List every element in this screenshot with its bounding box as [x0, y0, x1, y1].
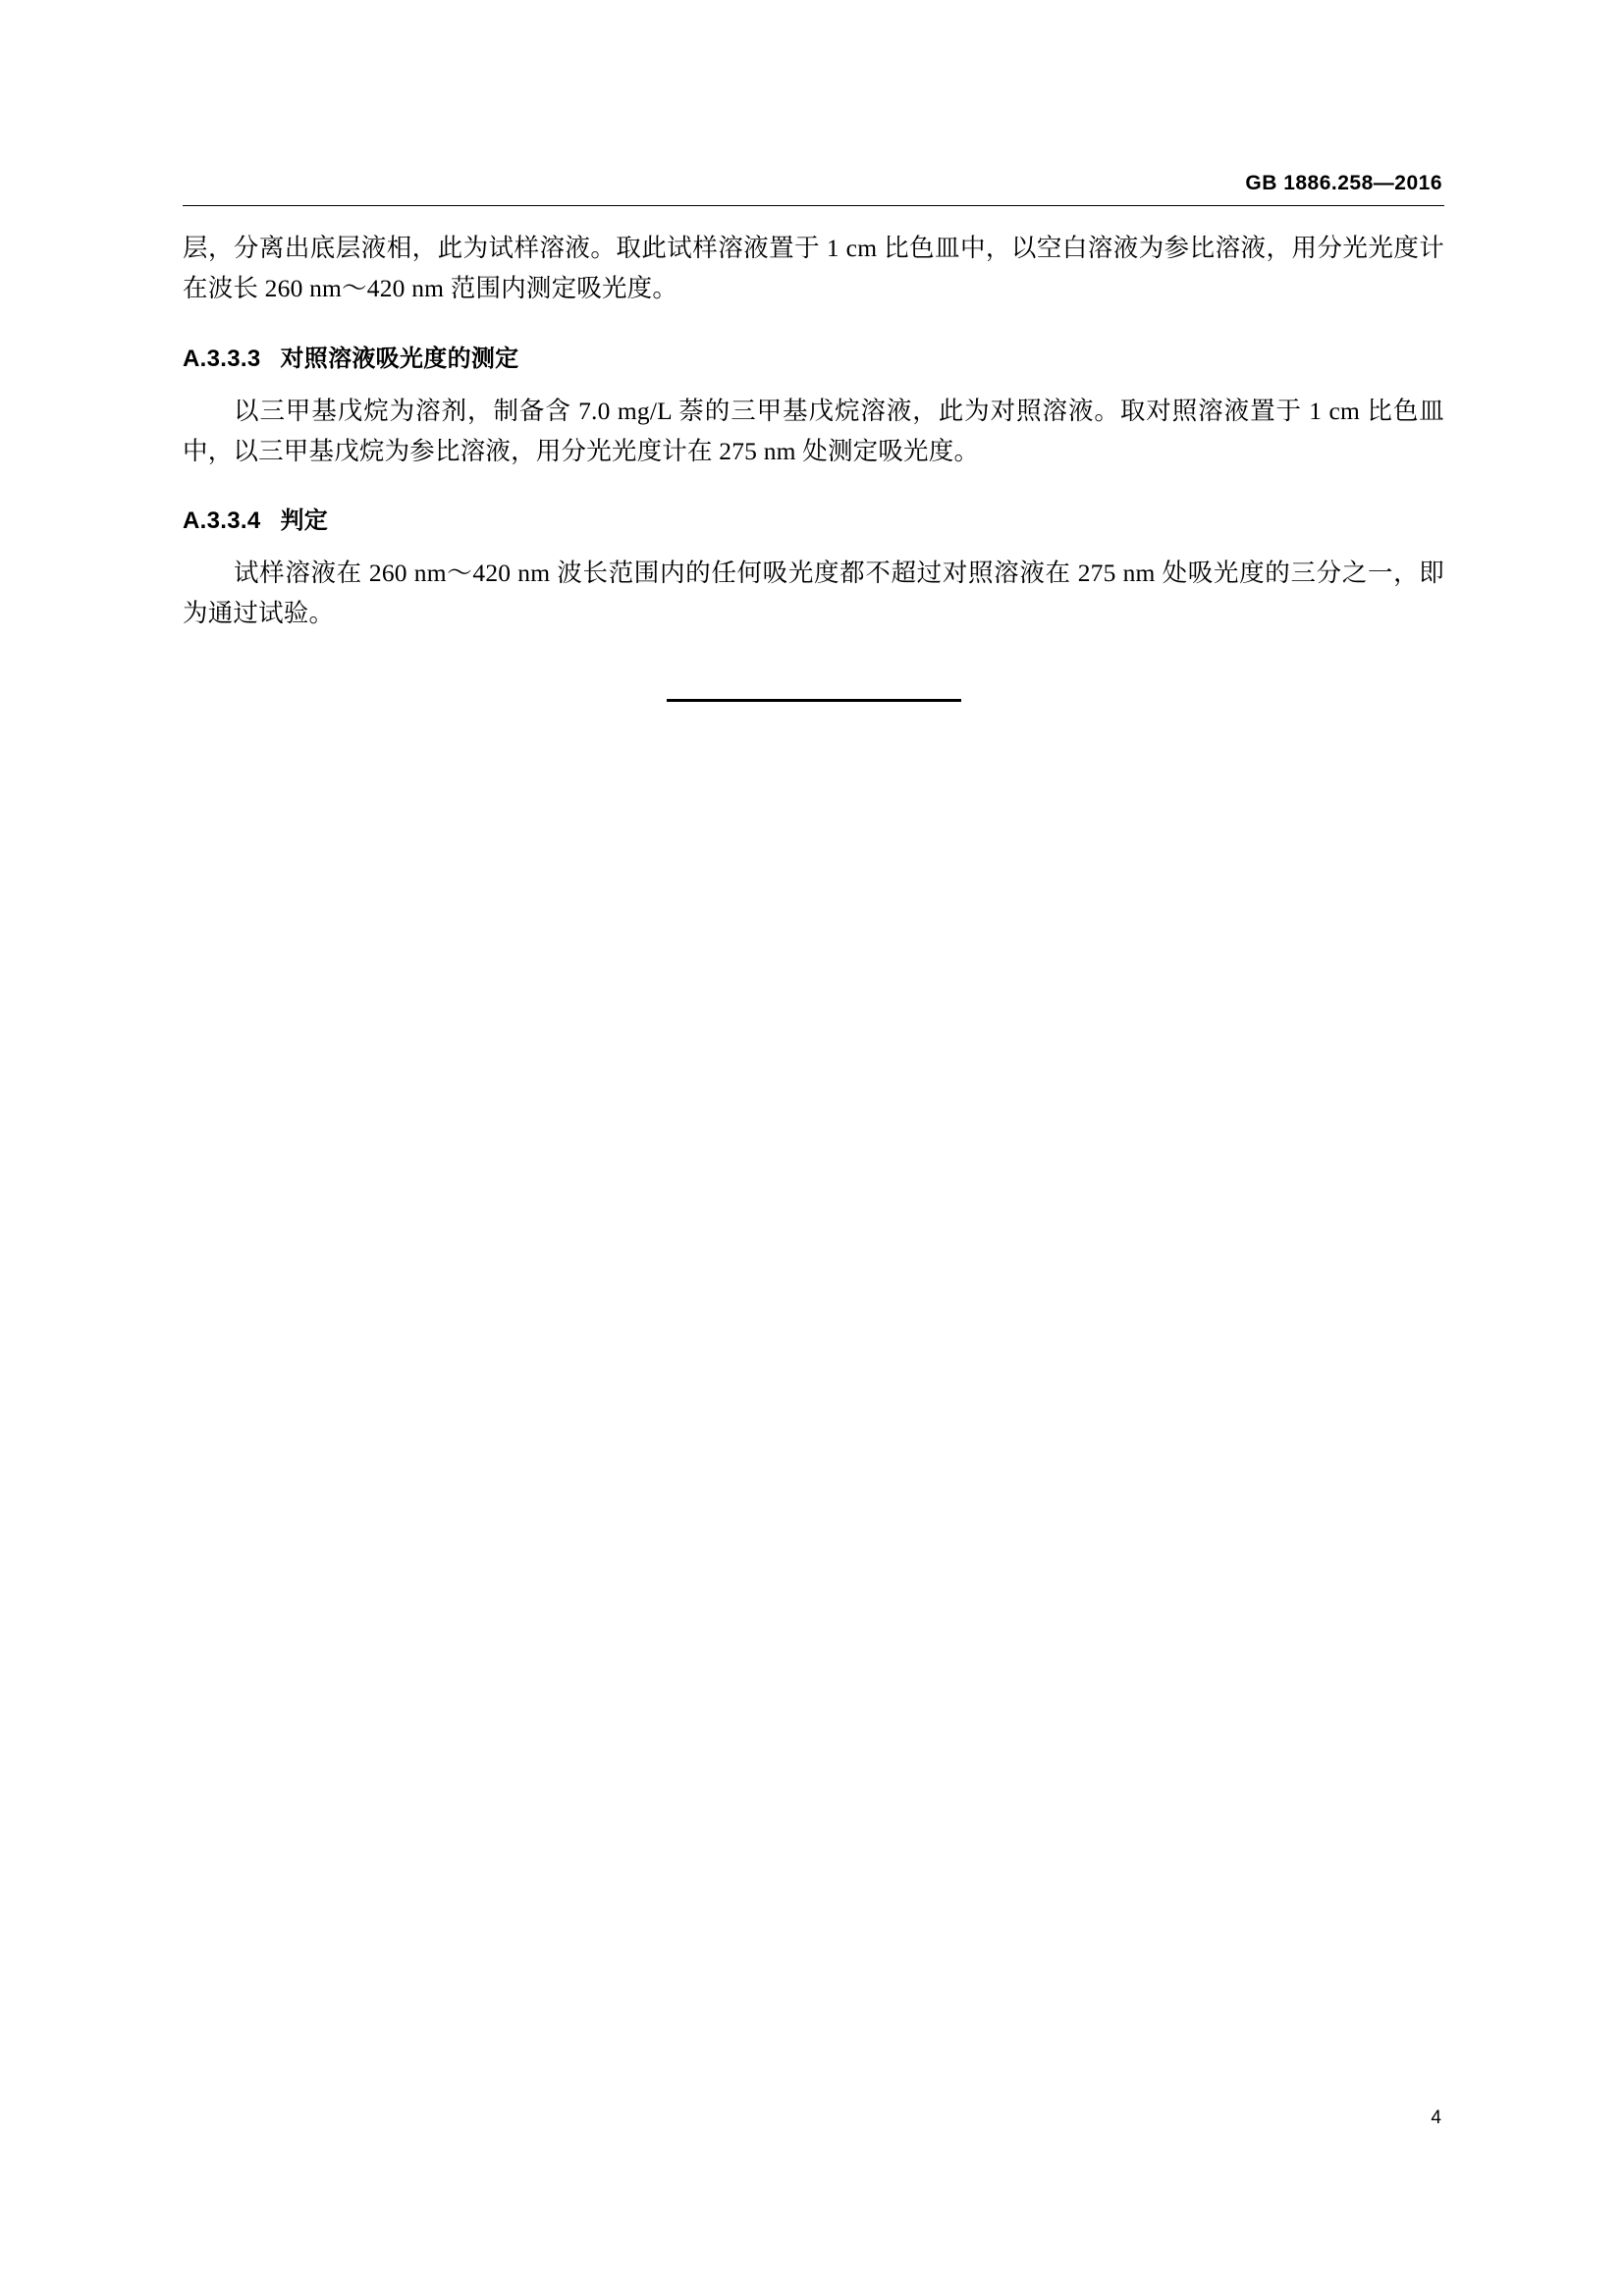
end-of-text-marker	[183, 699, 1444, 702]
end-rule-line	[667, 699, 961, 702]
section-heading-a333	[183, 339, 1444, 373]
section-heading-a334	[183, 501, 1444, 535]
section-number-a334: A.3.3.4	[183, 507, 261, 535]
paragraph-a334: 试样溶液在 260 nm～420 nm 波长范围内的任何吸光度都不超过对照溶液在 275 nm 处吸光度的三分之一，即为通过试验。	[183, 559, 1444, 628]
page-header	[183, 172, 1444, 206]
page-content	[183, 172, 1444, 702]
section-title-a334: 判定	[280, 507, 329, 535]
page-number: 4	[1431, 2108, 1441, 2128]
paragraph-continued: 层，分离出底层液相，此为试样溶液。取此试样溶液置于 1 cm 比色皿中，以空白溶液为参比溶液，用分光光度计在波长 260 nm～420 nm 范围内测定吸光度。	[183, 234, 1444, 303]
paragraph-a333: 以三甲基戊烷为溶剂，制备含 7.0 mg/L 萘的三甲基戊烷溶液，此为对照溶液。取对照溶液置于 1 cm 比色皿中，以三甲基戊烷为参比溶液，用分光光度计在 275 nm 处测定吸光度。	[183, 396, 1444, 465]
section-number-a333: A.3.3.3	[183, 345, 261, 372]
header-divider	[183, 205, 1444, 206]
section-title-a333: 对照溶液吸光度的测定	[280, 345, 519, 372]
document-body	[183, 228, 1444, 702]
standard-number: GB 1886.258—2016	[1245, 172, 1442, 194]
